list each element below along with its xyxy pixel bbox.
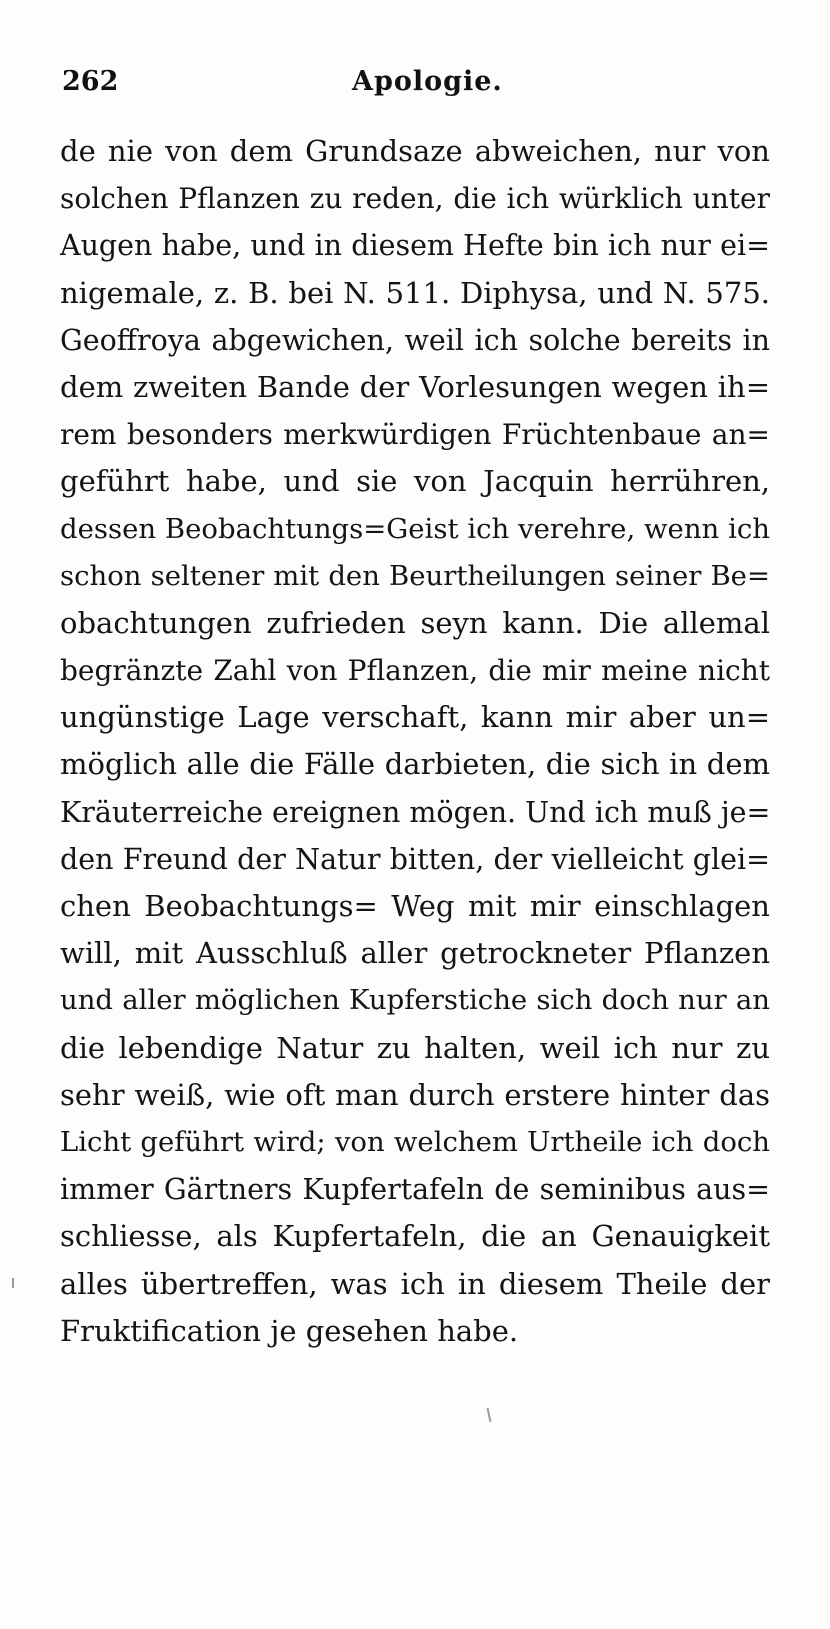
text-line: solchen Pflanzen zu reden, die ich würklich unter: [60, 182, 770, 216]
page-header: [62, 66, 762, 106]
text-line: dessen Beobachtungs=Geist ich verehre, wenn ich: [60, 512, 770, 545]
text-line: möglich alle die Fälle darbieten, die sich in dem: [60, 747, 770, 782]
text-line: sehr weiß, wie oft man durch erstere hinter das: [60, 1077, 770, 1112]
text-line: Kräuterreiche ereignen mögen. Und ich muß je=: [60, 795, 771, 829]
text-line: chen Beobachtungs= Weg mit mir einschlagen: [60, 889, 770, 923]
text-line: rem besonders merkwürdigen Früchtenbaue an=: [60, 418, 770, 452]
page-number: 262: [62, 66, 119, 97]
text-line: dem zweiten Bande der Vorlesungen wegen ih=: [60, 369, 770, 404]
text-line: schliesse, als Kupfertafeln, die an Genauigkeit: [60, 1219, 770, 1254]
text-line: und aller möglichen Kupferstiche sich doch nur an: [60, 984, 770, 1017]
body-text: [50, 128, 780, 1355]
text-line: schon seltener mit den Beurtheilungen seiner Be=: [60, 559, 770, 592]
text-line: immer Gärtners Kupfertafeln de seminibus aus=: [60, 1173, 770, 1207]
text-line: den Freund der Natur bitten, der vielleicht glei=: [60, 842, 770, 876]
text-line: ungünstige Lage verschaft, kann mir aber un=: [60, 700, 770, 735]
paper-speck: [12, 1278, 14, 1288]
text-line: die lebendige Natur zu halten, weil ich nur zu: [60, 1030, 770, 1065]
text-line: Augen habe, und in diesem Hefte bin ich nur ei=: [60, 229, 770, 263]
text-line: Geoffroya abgewichen, weil ich solche bereits in: [60, 323, 770, 357]
text-line: de nie von dem Grundsaze abweichen, nur von: [60, 134, 770, 168]
text-line: Licht geführt wird; von welchem Urtheile ich doch: [60, 1125, 770, 1158]
text-line: Fruktification je gesehen habe.: [60, 1313, 519, 1348]
text-line: obachtungen zufrieden seyn kann. Die allemal: [60, 605, 770, 640]
text-line: alles übertreffen, was ich in diesem Theile der: [60, 1266, 770, 1301]
text-line: geführt habe, und sie von Jacquin herrühren,: [60, 464, 770, 499]
text-line: begränzte Zahl von Pflanzen, die mir meine nicht: [60, 654, 770, 688]
text-line: will, mit Ausschluß aller getrockneter Pflanzen: [60, 936, 770, 971]
text-line: nigemale, z. B. bei N. 511. Diphysa, und N. 575.: [60, 275, 770, 310]
paper-speck: [487, 1408, 492, 1422]
running-head: Apologie.: [352, 66, 503, 97]
